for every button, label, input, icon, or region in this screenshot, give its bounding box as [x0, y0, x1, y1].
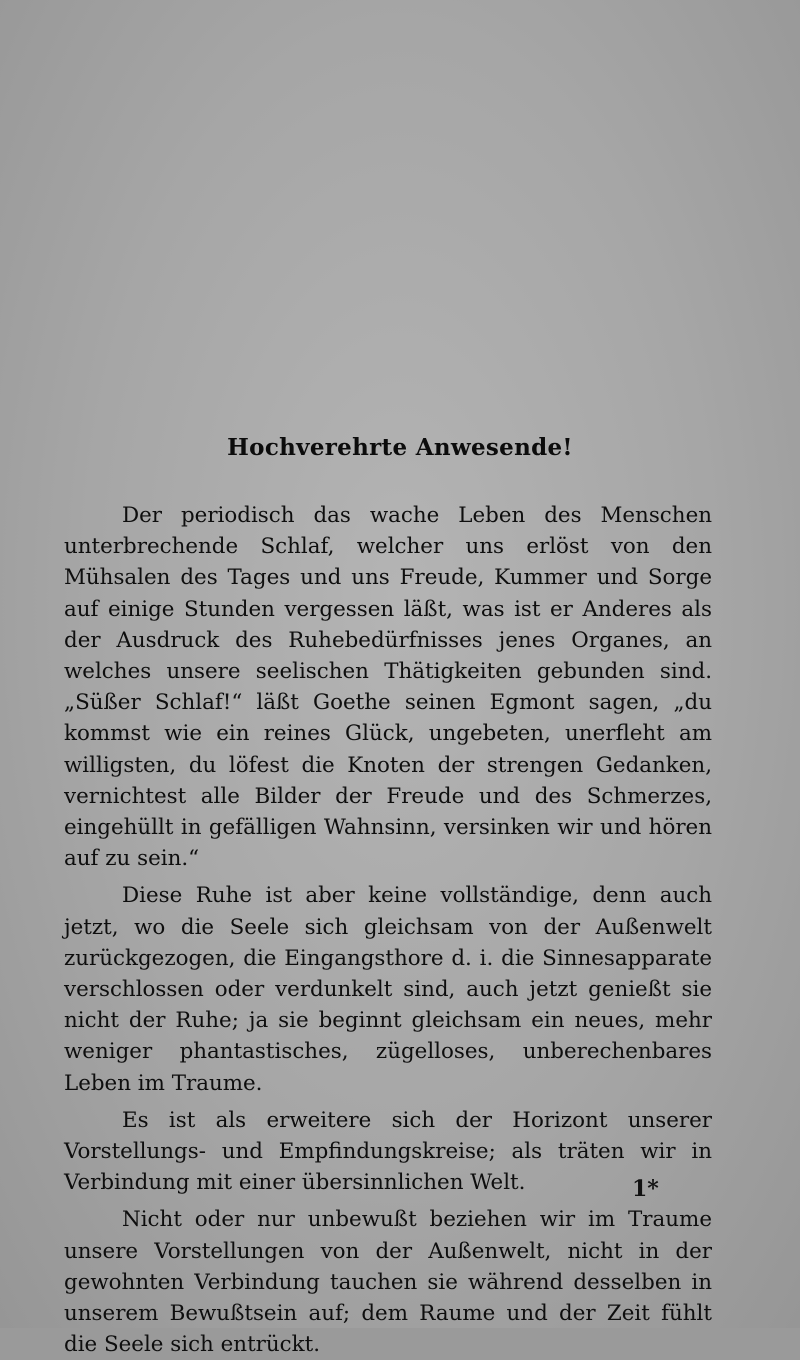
paragraph-4: Nicht oder nur unbewußt beziehen wir im Traume unsere Vorstellungen von der Außenwelt, nicht in der gewohnten Verbindung tauchen sie während desselben in unserem Bewußtsein auf; dem Raume und der Zeit fühlt die Seele sich entrückt. — [64, 1207, 712, 1358]
paragraph-3: Es ist als erweitere sich der Horizont unserer Vorstellungs- und Empfindungskreise; als träten wir in Verbindung mit einer übersinnlichen Welt. — [64, 1107, 712, 1196]
page-number: 1* — [632, 1176, 659, 1202]
paragraph-2: Diese Ruhe ist aber keine vollständige, denn auch jetzt, wo die Seele sich gleichsam von der Außenwelt zurückgezogen, die Eingangsthore d. i. die Sinnesapparate verschlossen oder verdunkelt sind, auch jetzt genießt sie nicht der Ruhe; ja sie beginnt gleichsam ein neues, mehr weniger phantastisches, zügelloses, unberechenbares Leben im Traume. — [64, 883, 712, 1096]
paragraph-1: Der periodisch das wache Leben des Menschen unterbrechende Schlaf, welcher uns erlöst von den Mühsalen des Tages und uns Freude, Kummer und Sorge auf einige Stunden vergessen läßt, was ist er Anderes als der Ausdruck des Ruhebedürfnisses jenes Organes, an welches unsere seelischen Thätigkeiten gebunden sind. „Süßer Schlaf!“ läßt Goethe seinen Egmont sagen, „du kommst wie ein reines Glück, ungebeten, unerfleht am willigsten, du löfest die Knoten der strengen Gedanken, vernichtest alle Bilder der Freude und des Schmerzes, eingehüllt in gefälligen Wahnsinn, versinken wir und hören auf zu sein.“ — [64, 503, 712, 872]
body-text — [64, 500, 712, 1360]
page-heading: Hochverehrte Anwesende! — [227, 434, 573, 461]
